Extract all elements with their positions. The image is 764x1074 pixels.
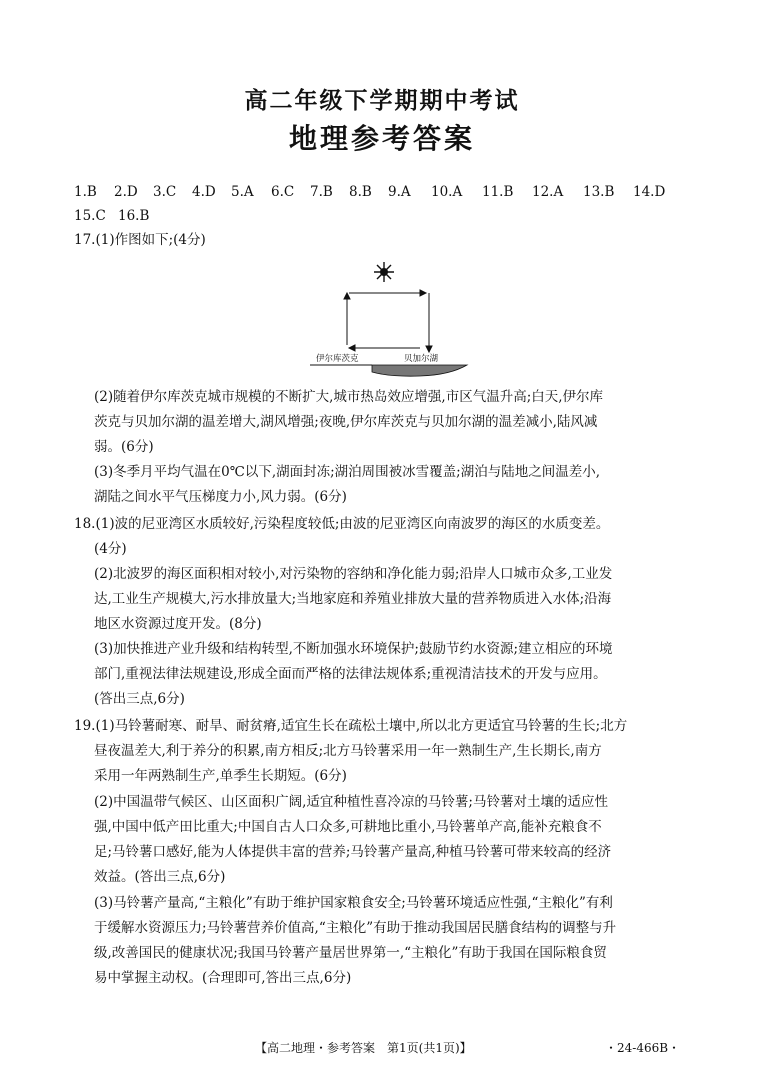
answer-line: 于缓解水资源压力;马铃薯营养价值高,“主粮化”有助于推动我国居民膳食结构的调整与升	[94, 920, 617, 936]
answer-line: 昼夜温差大,利于养分的积累,南方相反;北方马铃薯采用一年一熟制生产,生长期长,南方	[94, 743, 602, 759]
answer-item: 6.C	[271, 184, 295, 200]
answer-line: 易中掌握主动权。(合理即可,答出三点,6分)	[94, 970, 352, 986]
answer-item: 4.D	[192, 184, 216, 200]
answer-line: (3)冬季月平均气温在0℃以下,湖面封冻;湖泊周围被冰雪覆盖;湖泊与陆地之间温差小,	[94, 464, 600, 480]
answer-line: (3)加快推进产业升级和结构转型,不断加强水环境保护;鼓励节约水资源;建立相应的环境	[94, 641, 613, 657]
answer-line: 湖陆之间水平气压梯度力小,风力弱。(6分)	[94, 489, 347, 505]
answer-line: (2)中国温带气候区、山区面积广阔,适宜种植性喜冷凉的马铃薯;马铃薯对土壤的适应性	[94, 794, 608, 810]
answer-line: (答出三点,6分)	[94, 691, 185, 707]
answer-line: 采用一年两熟制生产,单季生长期短。(6分)	[94, 768, 347, 784]
page-title: 高二年级下学期期中考试	[244, 88, 520, 114]
document-code: ・24-466B・	[605, 1041, 681, 1055]
answer-item: 8.B	[349, 184, 372, 200]
answer-line: 19.(1)马铃薯耐寒、耐旱、耐贫瘠,适宜生长在疏松土壤中,所以北方更适宜马铃薯的生长;北方	[74, 718, 628, 734]
choice-answers-row-1	[74, 181, 665, 203]
answer-line: (2)北波罗的海区面积相对较小,对污染物的容纳和净化能力弱;沿岸人口城市众多,工业发	[94, 566, 613, 582]
answer-item: 9.A	[388, 184, 411, 200]
answer-item: 11.B	[482, 184, 514, 200]
page-footer: 【高二地理・参考答案 第1页(共1页)】	[255, 1041, 472, 1055]
answer-line: 效益。(答出三点,6分)	[94, 869, 226, 885]
page-subtitle: 地理参考答案	[288, 122, 475, 155]
answer-line: 足;马铃薯口感好,能为人体提供丰富的营养;马铃薯产量高,种植马铃薯可带来较高的经济	[94, 844, 612, 860]
answer-item: 5.A	[231, 184, 254, 200]
label-baikal: 贝加尔湖	[404, 354, 439, 364]
answer-line: 弱。(6分)	[94, 439, 154, 455]
answer-item: 1.B	[74, 184, 97, 200]
answer-line: 18.(1)波的尼亚湾区水质较好,污染程度较低;由波的尼亚湾区向南波罗的海区的水质变差。	[74, 516, 610, 532]
answer-line: 强,中国中低产田比重大;中国自古人口众多,可耕地比重小,马铃薯单产高,能补充粮食不	[94, 819, 602, 835]
answer-item: 10.A	[431, 184, 463, 200]
lake-shape	[318, 365, 467, 376]
answer-item: 2.D	[114, 184, 138, 200]
choice-answers-row-2	[74, 205, 149, 227]
lake-breeze-diagram	[310, 255, 470, 380]
answer-item: 3.C	[153, 184, 177, 200]
answer-item: 12.A	[532, 184, 564, 200]
answer-item: 14.D	[633, 184, 666, 200]
answer-item: 13.B	[583, 184, 615, 200]
answer-item: 15.C	[74, 208, 106, 224]
answer-line: 部门,重视法律法规建设,形成全面而严格的法律法规体系;重视清洁技术的开发与应用。	[94, 666, 607, 682]
answer-line: 级,改善国民的健康状况;我国马铃薯产量居世界第一,“主粮化”有助于我国在国际粮食贸	[94, 945, 607, 961]
answer-line: (3)马铃薯产量高,“主粮化”有助于维护国家粮食安全;马铃薯环境适应性强,“主粮化”有利	[94, 895, 613, 911]
sun-icon	[374, 262, 394, 282]
answer-line: 17.(1)作图如下;(4分)	[74, 232, 206, 248]
answer-line: (4分)	[94, 541, 127, 557]
answer-line: 达,工业生产规模大,污水排放量大;当地家庭和养殖业排放大量的营养物质进入水体;沿海	[94, 591, 612, 607]
answer-line: (2)随着伊尔库茨克城市规模的不断扩大,城市热岛效应增强,市区气温升高;白天,伊尔库	[94, 389, 604, 405]
answer-item: 16.B	[118, 208, 150, 224]
answer-item: 7.B	[310, 184, 333, 200]
answer-line: 茨克与贝加尔湖的温差增大,湖风增强;夜晚,伊尔库茨克与贝加尔湖的温差减小,陆风减	[94, 414, 598, 430]
label-irkutsk: 伊尔库茨克	[316, 354, 359, 364]
answer-line: 地区水资源过度开发。(8分)	[94, 616, 262, 632]
